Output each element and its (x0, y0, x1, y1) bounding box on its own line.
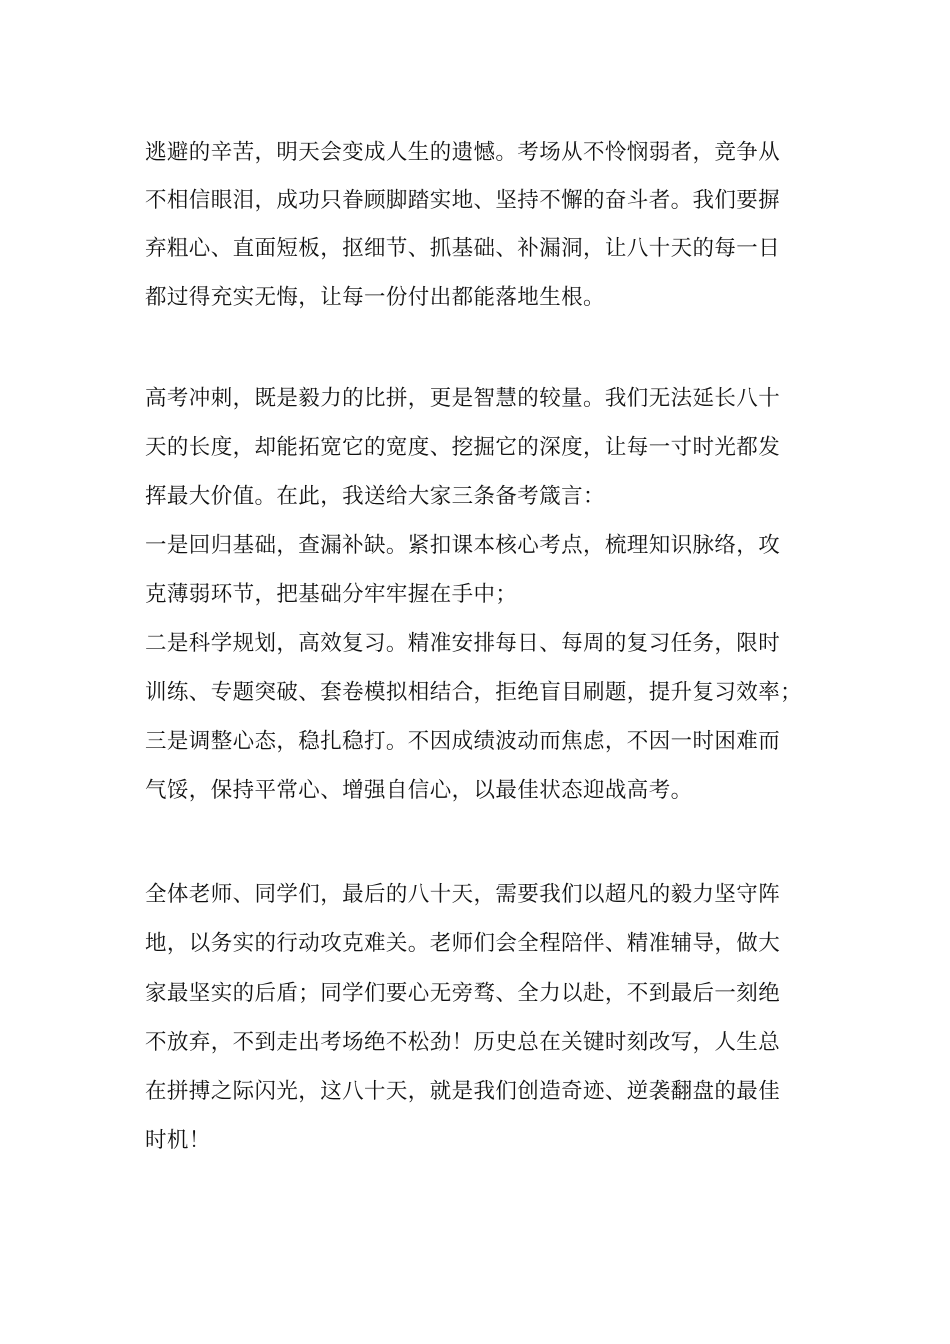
text-line: 三是调整心态，稳扎稳打。不因成绩波动而焦虑，不因一时困难而 (145, 729, 781, 754)
text-line: 高考冲刺，既是毅力的比拼，更是智慧的较量。我们无法延长八十 (145, 386, 781, 411)
text-line: 一是回归基础，查漏补缺。紧扣课本核心考点，梳理知识脉络，攻 (145, 533, 781, 558)
text-line: 弃粗心、直面短板，抠细节、抓基础、补漏洞，让八十天的每一日 (145, 236, 781, 261)
text-line: 挥最大价值。在此，我送给大家三条备考箴言： (145, 484, 605, 509)
text-line: 二是科学规划，高效复习。精准安排每日、每周的复习任务，限时 (145, 631, 781, 656)
text-line: 都过得充实无悔，让每一份付出都能落地生根。 (145, 285, 605, 310)
text-line: 逃避的辛苦，明天会变成人生的遗憾。考场从不怜悯弱者，竞争从 (145, 140, 781, 165)
text-line: 气馁，保持平常心、增强自信心，以最佳状态迎战高考。 (145, 778, 693, 803)
text-line: 天的长度，却能拓宽它的宽度、挖掘它的深度，让每一寸时光都发 (145, 435, 781, 460)
text-line: 地，以务实的行动攻克难关。老师们会全程陪伴、精准辅导，做大 (145, 931, 781, 956)
text-line: 不相信眼泪，成功只眷顾脚踏实地、坚持不懈的奋斗者。我们要摒 (145, 188, 781, 213)
text-line: 在拼搏之际闪光，这八十天，就是我们创造奇迹、逆袭翻盘的最佳 (145, 1079, 781, 1104)
text-line: 全体老师、同学们，最后的八十天，需要我们以超凡的毅力坚守阵 (145, 882, 781, 907)
text-line: 训练、专题突破、套卷模拟相结合，拒绝盲目刷题，提升复习效率； (145, 680, 803, 705)
text-line: 时机！ (145, 1128, 211, 1153)
text-line: 克薄弱环节，把基础分牢牢握在手中； (145, 582, 518, 607)
text-line: 不放弃，不到走出考场绝不松劲！历史总在关键时刻改写，人生总 (145, 1030, 781, 1055)
text-line: 家最坚实的后盾；同学们要心无旁骛、全力以赴，不到最后一刻绝 (145, 981, 781, 1006)
